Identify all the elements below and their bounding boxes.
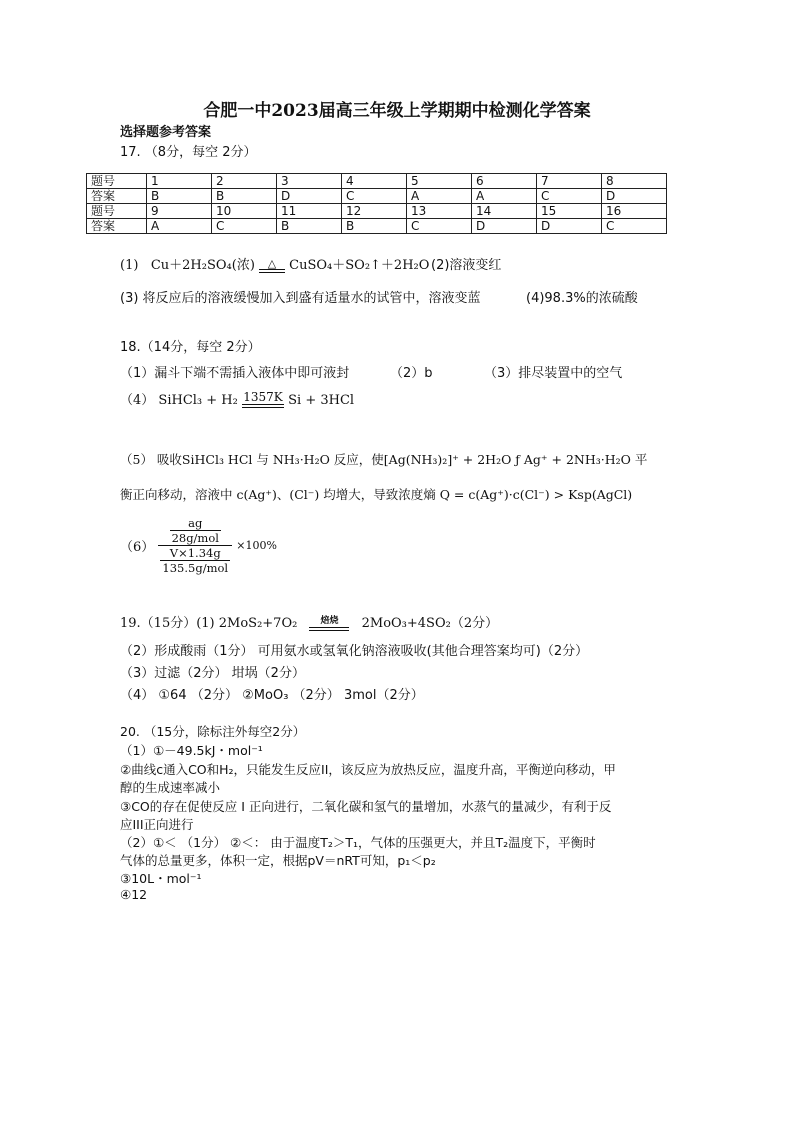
heat-condition: △ [259, 259, 285, 273]
q18-answer-2: （2）b [390, 366, 433, 381]
table-cell: C [212, 219, 277, 234]
table-cell: B [147, 189, 212, 204]
section-heading: 选择题参考答案 [120, 125, 212, 140]
roast-condition: 焙烧 [309, 616, 349, 631]
table-cell: D [537, 219, 602, 234]
table-cell: B [277, 219, 342, 234]
q18-answer-3: （3）排尽装置中的空气 [484, 366, 623, 381]
q18-answer-5-line1: （5） 吸收SiHCl₃ HCl 与 NH₃·H₂O 反应，使[Ag(NH₃)₂]⁺ + 2H₂O ƒ Ag⁺ + 2NH₃·H₂O 平 [120, 452, 648, 467]
table-cell: C [602, 219, 667, 234]
q20-header: 20. （15分，除标注外每空2分） [120, 724, 306, 739]
row-header-cell: 题号 [87, 174, 147, 189]
table-cell: 8 [602, 174, 667, 189]
table-cell: C [407, 219, 472, 234]
temperature-condition: 1357K [242, 390, 284, 408]
fraction-expression: $\frac{\frac{ag}{\text{28g/mol}}}{\frac{V\times 1.34g}{\text{135.5g/mol}}}$ [158, 516, 232, 575]
table-cell: 10 [212, 204, 277, 219]
table-cell: 6 [472, 174, 537, 189]
table-cell: D [472, 219, 537, 234]
q19-answer-3: （3）过滤（2分） 坩埚（2分） [120, 666, 305, 681]
q17-answer-1: (1) Cu＋2H₂SO₄(浓) △ CuSO₄＋SO₂↑＋2H₂O [120, 257, 430, 273]
q19-answer-1: 19.（15分）(1) 2MoS₂+7O₂ 焙烧 2MoO₃+4SO₂（2分） [120, 616, 499, 631]
table-cell: 1 [147, 174, 212, 189]
q18-answer-6: （6） $\frac{\frac{ag}{\text{28g/mol}}}{\frac{V\times 1.34g}{\text{135.5g/mol}}}$ ×100% [120, 516, 277, 575]
q20-answer-3-line1: ③CO的存在促使反应 I 正向进行，二氧化碳和氢气的量增加，水蒸气的量减少，有利于反 [120, 799, 612, 814]
table-cell: 15 [537, 204, 602, 219]
table-cell: D [277, 189, 342, 204]
table-cell: B [342, 219, 407, 234]
table-cell: A [147, 219, 212, 234]
table-cell: B [212, 189, 277, 204]
table-row [87, 189, 667, 204]
q18-header: 18.（14分，每空 2分） [120, 340, 261, 355]
q20-answer-b4: ④12 [120, 887, 148, 902]
q20-answer-2-line2: 醇的生成速率减小 [120, 780, 221, 795]
row-header-cell: 题号 [87, 204, 147, 219]
q18-answer-4: （4） SiHCl₃ + H₂ 1357K Si + 3HCl [120, 390, 355, 408]
q20-answer-2-line1: ②曲线c通入CO和H₂，只能发生反应II，该反应为放热反应，温度升高，平衡逆向移动，甲 [120, 762, 616, 777]
q17-header: 17. （8分，每空 2分） [120, 145, 257, 160]
row-header-cell: 答案 [87, 189, 147, 204]
table-cell: C [342, 189, 407, 204]
page-title: 合肥一中2023届高三年级上学期期中检测化学答案 [203, 101, 591, 121]
table-cell: 3 [277, 174, 342, 189]
table-cell: 2 [212, 174, 277, 189]
table-cell: C [537, 189, 602, 204]
table-cell: A [407, 189, 472, 204]
q17-answer-4: (4)98.3%的浓硫酸 [526, 291, 638, 306]
q18-answer-5-line2: 衡正向移动，溶液中 c(Ag⁺)、(Cl⁻) 均增大，导致浓度熵 Q = c(Ag⁺)·c(Cl⁻) > Ksp(AgCl) [120, 487, 633, 502]
table-cell: D [602, 189, 667, 204]
table-row [87, 219, 667, 234]
table-cell: 4 [342, 174, 407, 189]
q20-answer-3-line2: 应III正向进行 [120, 817, 194, 832]
table-cell: 9 [147, 204, 212, 219]
q17-answer-3: (3) 将反应后的溶液缓慢加入到盛有适量水的试管中，溶液变蓝 [120, 291, 481, 306]
q19-answer-4: （4） ①64 （2分） ②MoO₃ （2分） 3mol（2分） [120, 688, 424, 703]
table-cell: 7 [537, 174, 602, 189]
q19-answer-2: （2）形成酸雨（1分） 可用氨水或氢氧化钠溶液吸收(其他合理答案均可)（2分） [120, 644, 589, 659]
table-row [87, 204, 667, 219]
q20-answer-b3: ③10L・mol⁻¹ [120, 871, 202, 886]
q20-part2-line1: （2）①＜ （1分） ②＜： 由于温度T₂＞T₁，气体的压强更大，并且T₂温度下，平衡时 [120, 835, 596, 850]
q20-part2-line2: 气体的总量更多，体积一定，根据pV＝nRT可知，p₁＜p₂ [120, 853, 436, 868]
table-cell: 16 [602, 204, 667, 219]
answer-table [86, 173, 667, 234]
q18-answer-1: （1）漏斗下端不需插入液体中即可液封 [120, 366, 350, 381]
q17-answer-2: (2)溶液变红 [431, 258, 502, 273]
table-cell: A [472, 189, 537, 204]
table-cell: 5 [407, 174, 472, 189]
table-row [87, 174, 667, 189]
q20-answer-1: （1）①－49.5kJ・mol⁻¹ [120, 743, 263, 758]
table-cell: 11 [277, 204, 342, 219]
table-cell: 13 [407, 204, 472, 219]
row-header-cell: 答案 [87, 219, 147, 234]
table-cell: 14 [472, 204, 537, 219]
table-cell: 12 [342, 204, 407, 219]
